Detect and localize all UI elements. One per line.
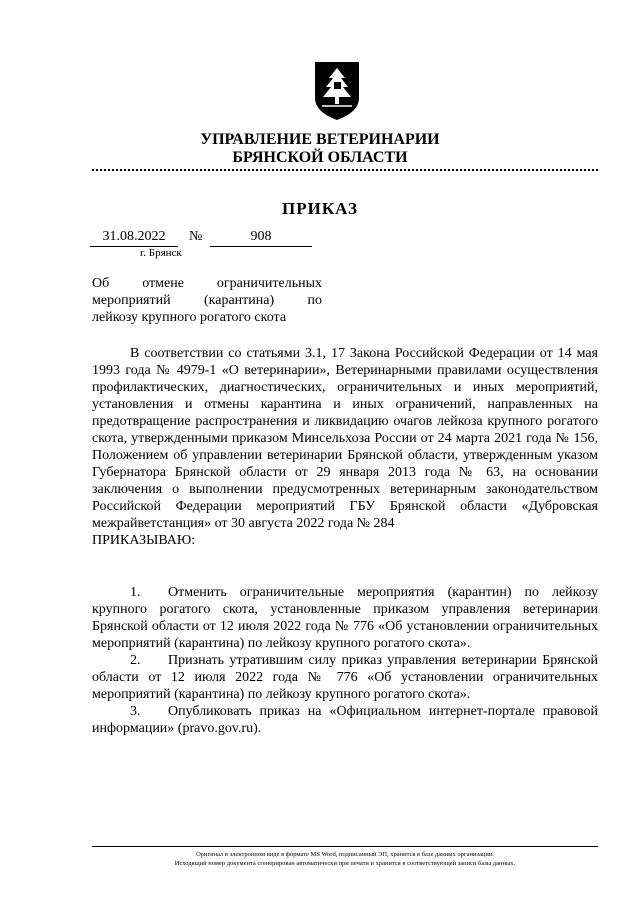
subject-line: лейкозу крупного рогатого скота xyxy=(92,310,287,325)
order-item-number: 2. xyxy=(130,653,141,668)
footer-note xyxy=(92,850,598,868)
subject-line: Об отмене ограничительных xyxy=(92,276,322,291)
issue-city: г. Брянск xyxy=(140,247,182,259)
order-item xyxy=(92,584,598,652)
order-item-number: 1. xyxy=(130,585,141,600)
order-item-text: Опубликовать приказ на «Официальном интернет-портале правовой информации» (pravo.gov.ru). xyxy=(92,704,598,736)
organization-name-line2: БРЯНСКОЙ ОБЛАСТИ xyxy=(232,149,408,166)
order-item xyxy=(92,703,598,737)
order-item xyxy=(92,652,598,703)
order-body xyxy=(92,345,598,549)
organization-name-line1: УПРАВЛЕНИЕ ВЕТЕРИНАРИИ xyxy=(200,131,440,148)
coat-of-arms-icon xyxy=(311,60,363,122)
subject-line: мероприятий (карантина) по xyxy=(92,293,322,308)
order-items xyxy=(92,584,598,737)
preamble-paragraph: В соответствии со статьями 3.1, 17 Закона Российской Федерации от 14 мая 1993 года № 4979-1 «О ветеринарии», Ветеринарными правилами осуществления профилактических, диагностических, ограничительных и иных мероприятий, установления и отмены карантина и иных ограничений, направленных на предотвращение распространения и ликвидацию очагов лейкоза крупного рогатого скота, утвержденными приказом Минсельхоза России от 24 марта 2021 года № 156, Положением об управлении ветеринарии Брянской области, утвержденным указом Губернатора Брянской области от 29 января 2013 года № 63, на основании заключения о выполнении предусмотренных ветеринарным законодательством Российской Федерации мероприятий ГБУ Брянской области «Дубровская межрайветстанция» от 30 августа 2022 года № 284 xyxy=(92,346,598,531)
order-item-number: 3. xyxy=(130,704,141,719)
footer-line: Исходящий номер документа сгенерирован автоматически при печати и хранится в соответствующей записи базы данных. xyxy=(174,860,516,867)
footer-line: Оригинал в электронном виде в формате MS Word, подписанный ЭП, хранится в базе данных организации. xyxy=(196,851,494,858)
number-sign: № xyxy=(189,229,203,244)
order-item-text: Отменить ограничительные мероприятия (карантин) по лейкозу крупного рогатого скота, установленные приказом управления ветеринарии Брянской области от 12 июля 2022 года № 776 «Об установлении ограничительных мероприятий (карантина) по лейкозу крупного рогатого скота». xyxy=(92,585,598,651)
document-type-title: ПРИКАЗ xyxy=(282,199,358,218)
order-item-text: Признать утратившим силу приказ управления ветеринарии Брянской области от 12 июля 2022 года № 776 «Об установлении ограничительных мероприятий (карантина) по лейкозу крупного рогатого скота». xyxy=(92,653,598,702)
order-date: 31.08.2022 xyxy=(90,229,178,247)
header-dotted-divider xyxy=(92,169,598,171)
order-word: ПРИКАЗЫВАЮ: xyxy=(92,533,196,548)
footer-divider xyxy=(92,846,598,847)
order-subject xyxy=(92,275,322,326)
order-number: 908 xyxy=(210,229,312,247)
